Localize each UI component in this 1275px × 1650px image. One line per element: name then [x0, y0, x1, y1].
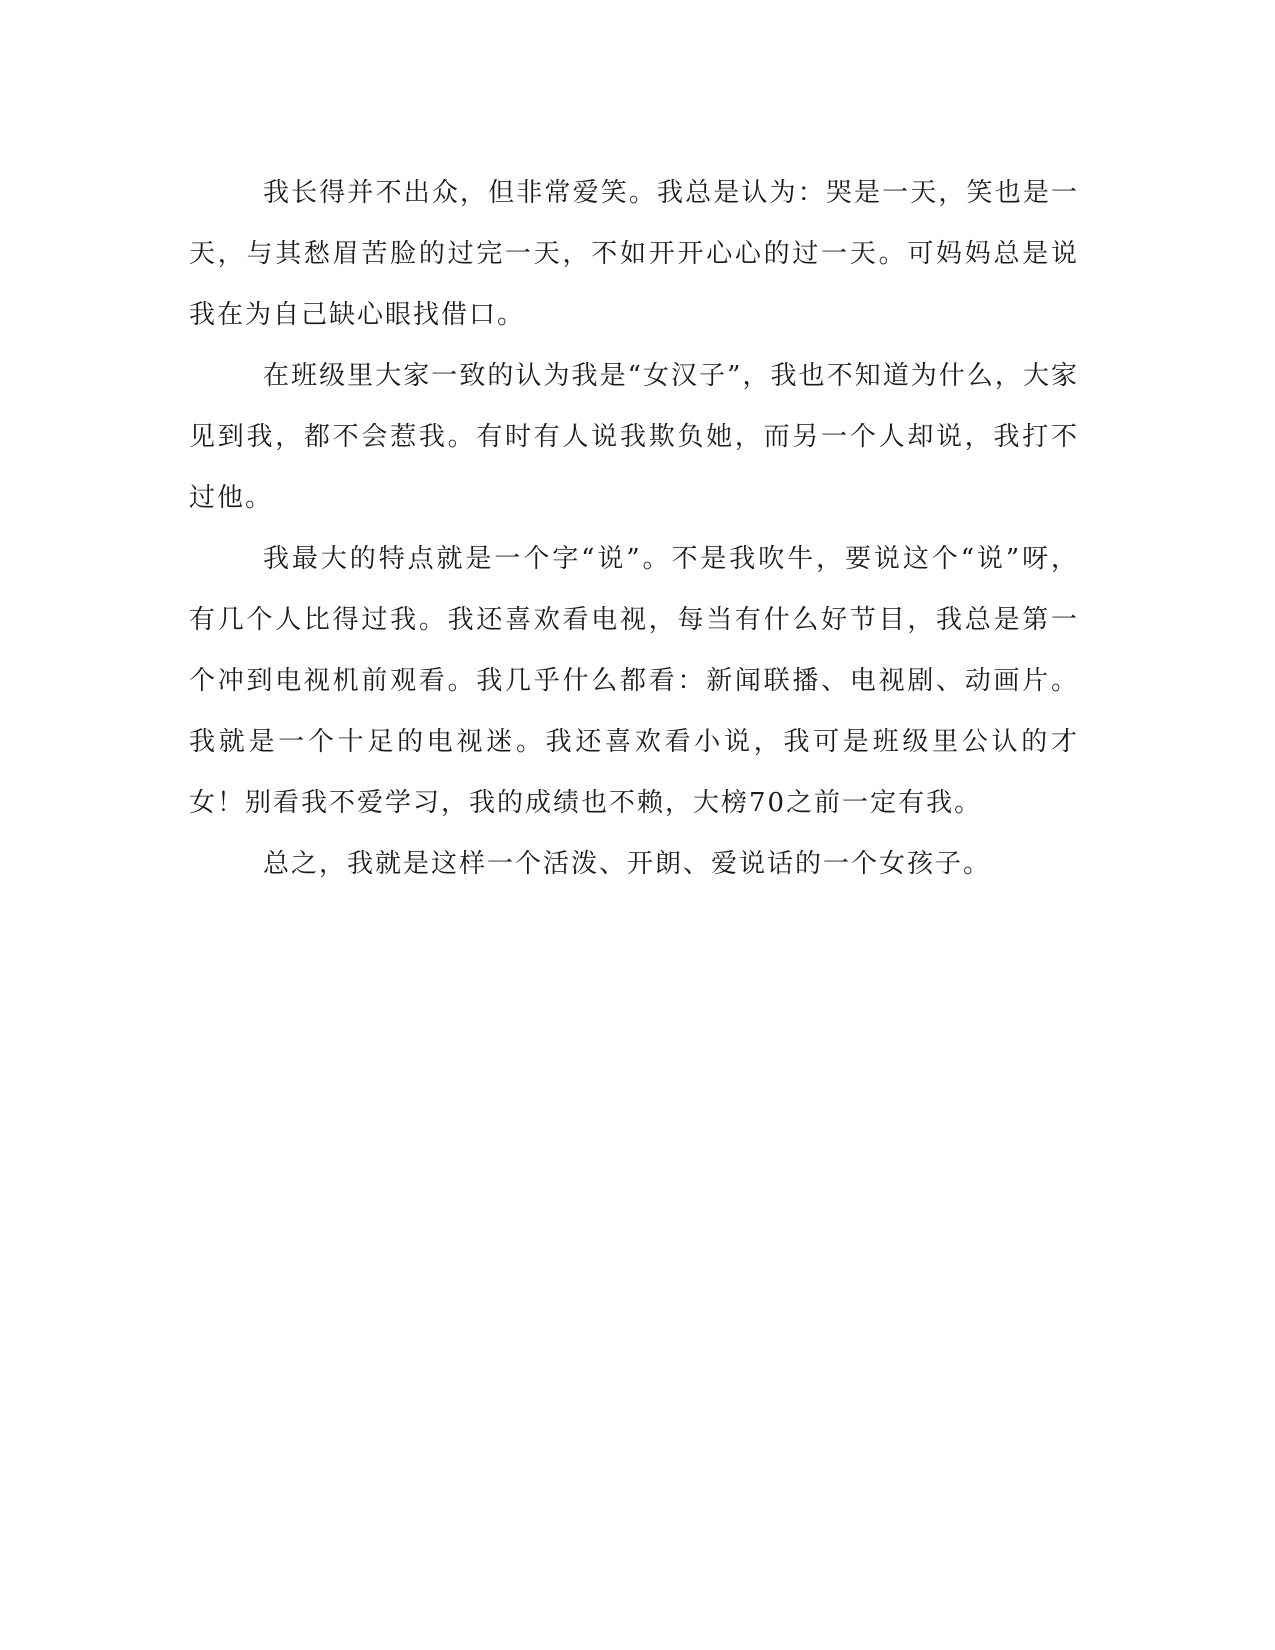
paragraph-2: 在班级里大家一致的认为我是“女汉子”，我也不知道为什么，大家见到我，都不会惹我。有时有人说我欺负她，而另一个人却说，我打不过他。 [189, 361, 1079, 513]
document-body [189, 163, 1079, 895]
paragraph-1: 我长得并不出众，但非常爱笑。我总是认为：哭是一天，笑也是一天，与其愁眉苦脸的过完一天，不如开开心心的过一天。可妈妈总是说我在为自己缺心眼找借口。 [189, 178, 1079, 330]
paragraph-4: 总之，我就是这样一个活泼、开朗、爱说话的一个女孩子。 [263, 849, 992, 879]
paragraph-3: 我最大的特点就是一个字“说”。不是我吹牛，要说这个“说”呀，有几个人比得过我。我还喜欢看电视，每当有什么好节目，我总是第一个冲到电视机前观看。我几乎什么都看：新闻联播、电视剧、动画片。我就是一个十足的电视迷。我还喜欢看小说，我可是班级里公认的才女！别看我不爱学习，我的成绩也不赖，大榜70之前一定有我。 [189, 544, 1079, 818]
